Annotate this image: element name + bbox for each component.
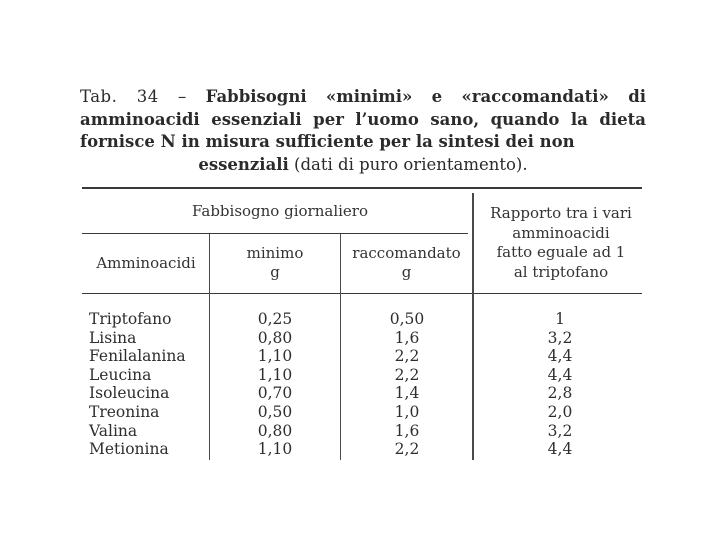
group-header-rule bbox=[82, 233, 468, 234]
cell-recommended: 1,6 bbox=[394, 421, 420, 440]
caption-note: (dati di puro orientamento). bbox=[294, 154, 528, 174]
cell-minimum: 0,70 bbox=[257, 384, 293, 403]
table-row: Leucina bbox=[89, 365, 152, 384]
cell-minimum: 1,10 bbox=[257, 365, 293, 384]
group-header-daily-need: Fabbisogno giornaliero bbox=[191, 202, 368, 220]
column-minimum-values bbox=[238, 310, 312, 459]
header-bottom-rule bbox=[82, 293, 642, 294]
cell-ratio: 3,2 bbox=[547, 328, 573, 347]
cell-ratio: 4,4 bbox=[547, 347, 573, 366]
header-recommended: raccomandato g bbox=[352, 244, 461, 281]
top-rule bbox=[82, 187, 642, 189]
cell-ratio: 2,8 bbox=[547, 384, 573, 403]
table-row: Treonina bbox=[89, 402, 160, 421]
cell-ratio: 4,4 bbox=[547, 365, 573, 384]
table-row: Triptofano bbox=[89, 310, 172, 328]
cell-recommended: 0,50 bbox=[389, 310, 425, 328]
table-row: Fenilalanina bbox=[89, 347, 186, 366]
cell-recommended: 2,2 bbox=[394, 365, 420, 384]
header-minimum: minimo g bbox=[246, 244, 304, 281]
cell-minimum: 1,10 bbox=[257, 347, 293, 366]
cell-recommended: 2,2 bbox=[394, 440, 420, 459]
cell-recommended: 1,6 bbox=[394, 328, 420, 347]
cell-minimum: 1,10 bbox=[257, 440, 293, 459]
caption-label: Tab. 34 – bbox=[80, 87, 187, 106]
table-caption bbox=[80, 86, 646, 176]
column-recommended-values bbox=[370, 310, 444, 459]
header-ratio: Rapporto tra i vari amminoacidi fatto eguale ad 1 al triptofano bbox=[490, 204, 632, 281]
cell-ratio: 1 bbox=[555, 310, 565, 328]
cell-recommended: 1,0 bbox=[394, 402, 420, 421]
cell-ratio: 4,4 bbox=[547, 440, 573, 459]
caption-title-end: essenziali bbox=[198, 154, 289, 174]
divider-after-aminoacids bbox=[209, 234, 210, 460]
column-aminoacid-names bbox=[89, 310, 186, 459]
cell-ratio: 3,2 bbox=[547, 421, 573, 440]
divider-after-minimum bbox=[340, 234, 341, 460]
cell-minimum: 0,80 bbox=[257, 328, 293, 347]
table-row: Lisina bbox=[89, 328, 137, 347]
cell-minimum: 0,80 bbox=[257, 421, 293, 440]
divider-before-ratio bbox=[472, 193, 474, 460]
table-row: Metionina bbox=[89, 440, 169, 459]
cell-ratio: 2,0 bbox=[547, 402, 573, 421]
cell-recommended: 1,4 bbox=[394, 384, 420, 403]
cell-minimum: 0,50 bbox=[257, 402, 293, 421]
table-row: Valina bbox=[89, 421, 138, 440]
caption-title: Fabbisogni «minimi» e «raccomandati» di amminoacidi essenziali per l’uomo sano, quando la dieta fornisce N in misura sufficiente per la sintesi dei non bbox=[80, 87, 647, 151]
cell-minimum: 0,25 bbox=[257, 310, 293, 328]
cell-recommended: 2,2 bbox=[394, 347, 420, 366]
table-row: Isoleucina bbox=[89, 384, 170, 403]
header-aminoacids: Amminoacidi bbox=[96, 254, 196, 272]
column-ratio-values bbox=[520, 310, 600, 459]
